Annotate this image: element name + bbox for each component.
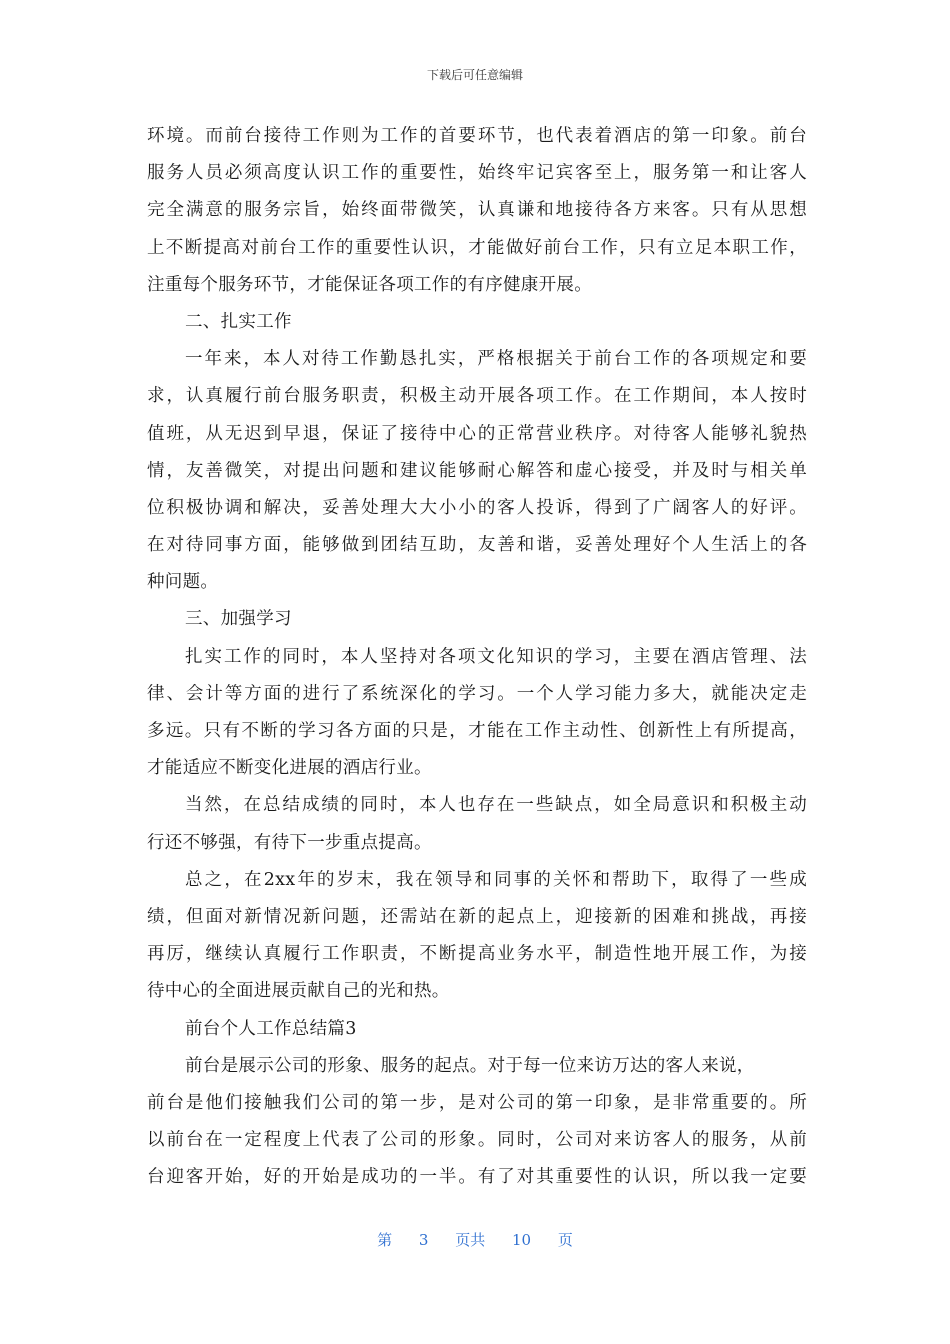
page-of-label: 页共 [455, 1231, 486, 1249]
text-line: 前台是他们接触我们公司的第一步，是对公司的第一印象，是非常重要的。所 [147, 1092, 807, 1113]
text-line: 当然，在总结成绩的同时，本人也存在一些缺点，如全局意识和积极主动 [185, 795, 807, 816]
page-footer [0, 1230, 950, 1250]
text-line: 种问题。 [147, 572, 219, 593]
text-line: 台迎客开始，好的开始是成功的一半。有了对其重要性的认识，所以我一定要 [147, 1167, 807, 1188]
text-line: 待中心的全面进展贡献自己的光和热。 [147, 981, 450, 1002]
page-label: 第 [377, 1231, 393, 1249]
text-line: 上不断提高对前台工作的重要性认识，才能做好前台工作，只有立足本职工作， [147, 237, 807, 258]
text-line: 值班，从无迟到早退，保证了接待中心的正常营业秩序。对待客人能够礼貌热 [147, 423, 807, 444]
text-line: 一年来，本人对待工作勤恳扎实，严格根据关于前台工作的各项规定和要 [185, 349, 807, 370]
page-end-label: 页 [557, 1231, 573, 1249]
text-line: 绩，但面对新情况新问题，还需站在新的起点上，迎接新的困难和挑战，再接 [147, 906, 807, 927]
text-line: 总之，在2xx年的岁末，我在领导和同事的关怀和帮助下，取得了一些成 [185, 869, 807, 890]
text-line: 在对待同事方面，能够做到团结互助，友善和谐，妥善处理好个人生活上的各 [147, 535, 807, 556]
text-line: 求，认真履行前台服务职责，积极主动开展各项工作。在工作期间，本人按时 [147, 386, 807, 407]
total-pages-number: 10 [512, 1231, 532, 1249]
text-line: 以前台在一定程度上代表了公司的形象。同时，公司对来访客人的服务，从前 [147, 1130, 807, 1151]
text-line: 律、会计等方面的进行了系统深化的学习。一个人学习能力多大，就能决定走 [147, 683, 807, 704]
text-line: 才能适应不断变化进展的酒店行业。 [147, 758, 432, 779]
text-line: 多远。只有不断的学习各方面的只是，才能在工作主动性、创新性上有所提高， [147, 721, 807, 741]
text-line: 服务人员必须高度认识工作的重要性，始终牢记宾客至上，服务第一和让客人 [147, 163, 807, 184]
page-header: 下载后可任意编辑 [426, 68, 523, 82]
text-line: 行还不够强，有待下一步重点提高。 [147, 832, 432, 853]
current-page-number: 3 [418, 1231, 429, 1249]
section-heading: 前台个人工作总结篇3 [185, 1018, 357, 1039]
text-line: 情，友善微笑，对提出问题和建议能够耐心解答和虚心接受，并及时与相关单 [147, 460, 807, 481]
text-line: 扎实工作的同时，本人坚持对各项文化知识的学习，主要在酒店管理、法 [185, 646, 807, 667]
text-line: 完全满意的服务宗旨，始终面带微笑，认真谦和地接待各方来客。只有从思想 [147, 200, 807, 221]
text-line: 环境。而前台接待工作则为工作的首要环节，也代表着酒店的第一印象。前台 [147, 126, 807, 146]
text-line: 位积极协调和解决，妥善处理大大小小的客人投诉，得到了广阔客人的好评。 [147, 497, 807, 518]
text-line: 注重每个服务环节，才能保证各项工作的有序健康开展。 [147, 274, 592, 295]
section-heading: 二、扎实工作 [185, 311, 292, 332]
text-line: 再厉，继续认真履行工作职责，不断提高业务水平，制造性地开展工作，为接 [147, 944, 807, 965]
document-body [147, 118, 807, 1196]
section-heading: 三、加强学习 [185, 609, 292, 630]
text-line: 前台是展示公司的形象、服务的起点。对于每一位来访万达的客人来说， [185, 1055, 755, 1076]
